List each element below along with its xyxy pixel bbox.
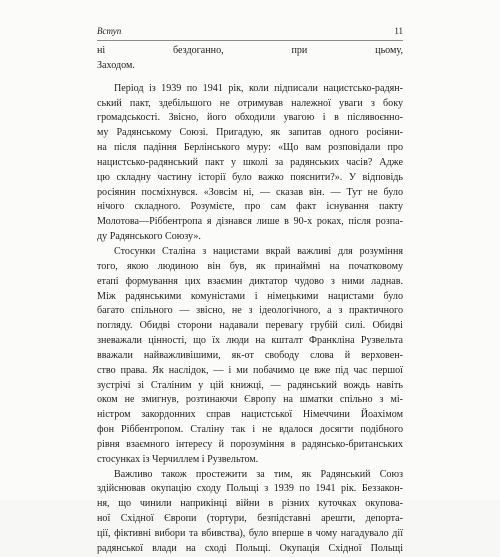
running-head bbox=[97, 26, 403, 41]
text-line: на після падіння Берлінського муру: «Що вам розповідали про bbox=[97, 142, 403, 154]
text-line: зустрічі зі Сталіним у цій книжці, — радянський вождь навіть bbox=[97, 379, 403, 391]
text-line: Молотова—Ріббентропа я дізнався лише в 90-х роках, після розпа- bbox=[97, 216, 403, 228]
text-line: росіянин посміхнувся. «Зовсім ні, — сказав він. — Тут не було bbox=[97, 186, 403, 198]
section-title: Вступ bbox=[97, 26, 122, 36]
text-line: нацистсько-радянський пакт у школі за радянських часів? Адже bbox=[97, 156, 403, 168]
text-line: нічого складного. Розумієте, про сам факт існування пакту bbox=[97, 201, 403, 213]
text-line: вважали найважливішими, як-от свободу слова й верховен- bbox=[97, 349, 403, 361]
text-line: Стосунки Сталіна з нацистами вкрай важливі для розуміння bbox=[114, 245, 403, 257]
text-line: рівня взаємного інтересу й порозуміння в радянсько-британських bbox=[97, 438, 403, 450]
body-text bbox=[97, 44, 403, 557]
text-line: Між радянськими комуністами і німецькими нацистами було bbox=[97, 290, 403, 302]
text-line: ції, фіктивні вибори та вбивства), було вперше в чому нагадувало дії bbox=[97, 528, 403, 539]
text-line: цю складну частину історії було важко пояснити?». У відповідь bbox=[97, 171, 403, 183]
text-line: ної Східної Європи (тортури, безпідставні арешти, депорта- bbox=[97, 513, 403, 525]
text-line: етапі формування цих взаємин диктатор чудово з ними ладнав. bbox=[97, 275, 403, 287]
text-line: радянської влади на сході Польщі. Окупація Східної Польщі bbox=[97, 542, 403, 554]
text-line: оком не змигнув, розтинаючи Європу на шматки спільно з мі- bbox=[97, 394, 403, 406]
text-line: багато спільного — звісно, не з ідеологічного, а з практичного bbox=[97, 305, 403, 317]
paragraph bbox=[97, 245, 403, 468]
text-line: ня, що чинили наприкінці війни в різних куточках окупова- bbox=[97, 498, 403, 510]
text-line: Важливо також простежити за тим, як Радянський Союз bbox=[114, 468, 403, 480]
page-number: 11 bbox=[394, 26, 403, 36]
text-line: ство права. Як наслідок, — і ми побачимо це вже під час першої bbox=[97, 364, 403, 376]
text-line: того, якою людиною він був, як принаймні на початковому bbox=[97, 260, 403, 272]
text-line: стосунках із Черчиллем і Рузвельтом. bbox=[97, 453, 259, 465]
text-line: громадськості. Звісно, його обходили увагою і в післявоєнно- bbox=[97, 112, 403, 124]
text-line: ський пакт, здебільшого не отримував належної уваги з боку bbox=[97, 97, 403, 109]
text-line: Період із 1939 по 1941 рік, коли підписали нацистсько-радян- bbox=[114, 82, 403, 94]
text-line: му Радянському Союзі. Пригадую, як запитав одного росіяни- bbox=[97, 127, 403, 139]
text-line: здійснював окупацію сходу Польщі з 1939 по 1941 рік. Беззакон- bbox=[97, 483, 403, 495]
text-line: погляду. Обидві сторони надавали перевагу грубій силі. Обидві bbox=[97, 320, 403, 332]
text-line: зневажали цінності, що їх люди на кшталт Франкліна Рузвельта bbox=[97, 335, 403, 347]
paragraph bbox=[97, 82, 403, 245]
paragraph bbox=[97, 468, 403, 557]
text-line: ністром закордонних справ нацистської Німеччини Йоахімом bbox=[97, 409, 403, 421]
text-line: Заходом. bbox=[97, 59, 135, 71]
text-line: ду Радянського Союзу». bbox=[97, 231, 201, 243]
paragraph bbox=[97, 44, 403, 74]
text-line: фон Ріббентропом. Сталіну так і не вдалося досягти подібного bbox=[97, 424, 403, 436]
text-line: ні бездоганно, при цьому, bbox=[97, 45, 403, 56]
